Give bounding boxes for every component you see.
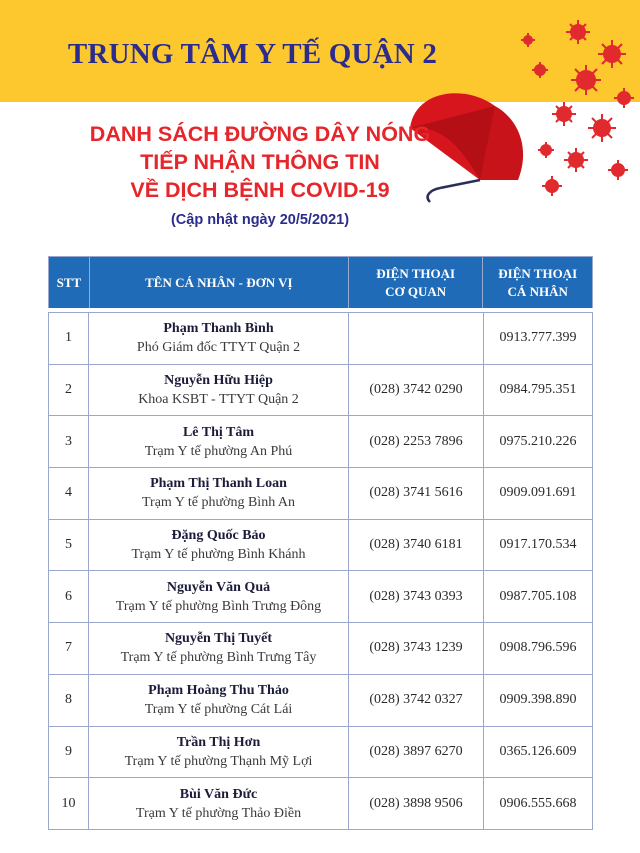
person-unit: Trạm Y tế phường Bình Khánh bbox=[131, 547, 306, 563]
header-personal-phone bbox=[483, 257, 592, 308]
table-row bbox=[48, 365, 593, 417]
cell-stt: 9 bbox=[48, 727, 89, 778]
header-office-line1: ĐIỆN THOẠI bbox=[376, 265, 456, 281]
org-title: TRUNG TÂM Y TẾ QUẬN 2 bbox=[67, 38, 438, 70]
person-unit: Khoa KSBT - TTYT Quận 2 bbox=[138, 392, 299, 408]
cell-stt: 4 bbox=[48, 468, 89, 519]
person-unit: Trạm Y tế phường Bình Trưng Đông bbox=[115, 598, 322, 614]
header-name: TÊN CÁ NHÂN - ĐƠN VỊ bbox=[90, 257, 349, 308]
cell-personal-phone: 0906.555.668 bbox=[484, 778, 593, 829]
cell-personal-phone: 0909.091.691 bbox=[484, 468, 593, 519]
table-body bbox=[48, 312, 593, 830]
cell-office-phone: (028) 3741 5616 bbox=[349, 468, 484, 519]
table-row bbox=[48, 416, 593, 468]
cell-person bbox=[89, 571, 349, 622]
table-row bbox=[48, 727, 593, 779]
person-unit: Trạm Y tế phường Cát Lái bbox=[144, 702, 293, 718]
cell-stt: 2 bbox=[48, 365, 89, 416]
cell-personal-phone: 0908.796.596 bbox=[484, 623, 593, 674]
cell-personal-phone: 0984.795.351 bbox=[484, 365, 593, 416]
cell-office-phone: (028) 3742 0290 bbox=[349, 365, 484, 416]
cell-office-phone: (028) 3743 1239 bbox=[349, 623, 484, 674]
cell-person bbox=[89, 468, 349, 519]
table-row bbox=[48, 520, 593, 572]
updated-date: (Cập nhật ngày 20/5/2021) bbox=[170, 212, 350, 228]
header-office-line2: CƠ QUAN bbox=[385, 283, 447, 299]
table-row bbox=[48, 675, 593, 727]
person-name: Đặng Quốc Bảo bbox=[171, 528, 266, 544]
cell-person bbox=[89, 416, 349, 467]
person-name: Nguyễn Thị Tuyết bbox=[164, 631, 273, 647]
person-name: Bùi Văn Đức bbox=[179, 786, 258, 802]
cell-office-phone: (028) 3743 0393 bbox=[349, 571, 484, 622]
cell-office-phone: (028) 3898 9506 bbox=[349, 778, 484, 829]
cell-personal-phone: 0909.398.890 bbox=[484, 675, 593, 726]
cell-personal-phone: 0365.126.609 bbox=[484, 727, 593, 778]
cell-office-phone bbox=[349, 313, 484, 364]
cell-person bbox=[89, 623, 349, 674]
cell-person bbox=[89, 365, 349, 416]
cell-stt: 10 bbox=[48, 778, 89, 829]
person-name: Phạm Thị Thanh Loan bbox=[150, 476, 287, 492]
cell-stt: 8 bbox=[48, 675, 89, 726]
cell-stt: 6 bbox=[48, 571, 89, 622]
person-name: Lê Thị Tâm bbox=[182, 424, 255, 440]
header-office-phone bbox=[349, 257, 484, 308]
header-personal-line2: CÁ NHÂN bbox=[507, 283, 568, 299]
hotline-table bbox=[48, 256, 593, 830]
cell-office-phone: (028) 3740 6181 bbox=[349, 520, 484, 571]
cell-personal-phone: 0917.170.534 bbox=[484, 520, 593, 571]
headline-line-2: TIẾP NHẬN THÔNG TIN bbox=[140, 150, 380, 174]
person-unit: Trạm Y tế phường Bình An bbox=[141, 495, 296, 511]
person-name: Phạm Hoàng Thu Thảo bbox=[148, 683, 289, 699]
table-row bbox=[48, 313, 593, 365]
cell-person bbox=[89, 313, 349, 364]
cell-person bbox=[89, 675, 349, 726]
person-unit: Phó Giám đốc TTYT Quận 2 bbox=[136, 340, 301, 356]
person-name: Trần Thị Hơn bbox=[176, 734, 261, 750]
header-stt: STT bbox=[49, 257, 90, 308]
table-row bbox=[48, 468, 593, 520]
cell-stt: 1 bbox=[48, 313, 89, 364]
person-unit: Trạm Y tế phường Thạnh Mỹ Lợi bbox=[124, 753, 313, 769]
cell-personal-phone: 0975.210.226 bbox=[484, 416, 593, 467]
table-row bbox=[48, 571, 593, 623]
cell-personal-phone: 0987.705.108 bbox=[484, 571, 593, 622]
person-unit: Trạm Y tế phường Bình Trưng Tây bbox=[120, 650, 317, 666]
cell-stt: 3 bbox=[48, 416, 89, 467]
person-name: Phạm Thanh Bình bbox=[163, 321, 274, 337]
person-unit: Trạm Y tế phường Thảo Điền bbox=[135, 805, 302, 821]
cell-stt: 7 bbox=[48, 623, 89, 674]
headline-line-3: VỀ DỊCH BỆNH COVID-19 bbox=[130, 178, 390, 202]
cell-personal-phone: 0913.777.399 bbox=[484, 313, 593, 364]
header-personal-line1: ĐIỆN THOẠI bbox=[498, 265, 578, 281]
table-row bbox=[48, 778, 593, 830]
person-name: Nguyễn Văn Quả bbox=[166, 579, 271, 595]
cell-office-phone: (028) 2253 7896 bbox=[349, 416, 484, 467]
person-unit: Trạm Y tế phường An Phú bbox=[144, 443, 293, 459]
headline-line-1: DANH SÁCH ĐƯỜNG DÂY NÓNG bbox=[89, 122, 431, 146]
cell-person bbox=[89, 778, 349, 829]
table-row bbox=[48, 623, 593, 675]
cell-person bbox=[89, 727, 349, 778]
cell-person bbox=[89, 520, 349, 571]
cell-office-phone: (028) 3742 0327 bbox=[349, 675, 484, 726]
table-header bbox=[48, 257, 593, 308]
person-name: Nguyễn Hữu Hiệp bbox=[164, 373, 273, 389]
virus-icon bbox=[521, 20, 634, 196]
cell-office-phone: (028) 3897 6270 bbox=[349, 727, 484, 778]
cell-stt: 5 bbox=[48, 520, 89, 571]
